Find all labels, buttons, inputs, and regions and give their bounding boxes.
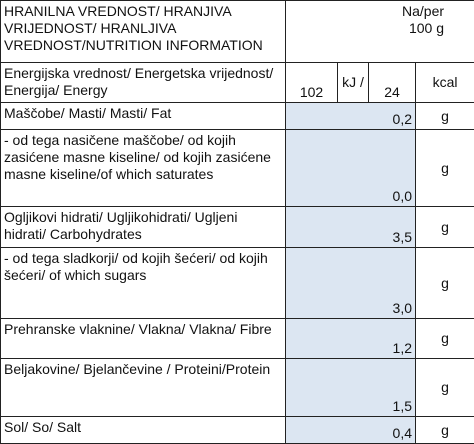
energy-kcal-value: 24 — [369, 63, 416, 103]
nutrient-label: - od tega nasičene maščobe/ od kojih zasićene masne kiseline/ od kojih zasićene masne kiseline/of which saturates — [1, 130, 286, 207]
nutrient-unit: g — [416, 417, 474, 444]
table-row — [1, 319, 474, 359]
energy-label: Energijska vrednost/ Energetska vrijednost/ Energija/ Energy — [1, 63, 286, 103]
table-title: HRANILNA VREDNOST/ HRANJIVA VRIJEDNOST/ HRANLJIVA VREDNOST/NUTRITION INFORMATION — [1, 1, 286, 63]
nutrient-value: 0,0 — [286, 130, 416, 207]
nutrient-value: 0,4 — [286, 417, 416, 444]
nutrient-value: 1,5 — [286, 359, 416, 417]
energy-row — [1, 63, 474, 103]
energy-kcal-unit: kcal — [416, 63, 474, 103]
table-row — [1, 248, 474, 319]
energy-kj-value: 102 — [286, 63, 338, 103]
table-row — [1, 417, 474, 444]
table-row — [1, 130, 474, 207]
nutrient-value: 3,5 — [286, 207, 416, 248]
nutrient-label: Prehranske vlaknine/ Vlakna/ Vlakna/ Fibre — [1, 319, 286, 359]
nutrient-unit: g — [416, 207, 474, 248]
nutrient-unit: g — [416, 248, 474, 319]
per-100g-header — [286, 1, 474, 63]
nutrient-unit: g — [416, 103, 474, 130]
table-row — [1, 359, 474, 417]
nutrient-label: Ogljikovi hidrati/ Ugljikohidrati/ Ugljeni hidrati/ Carbohydrates — [1, 207, 286, 248]
energy-kj-unit: kJ / — [338, 63, 369, 103]
nutrient-unit: g — [416, 359, 474, 417]
per-amount: 100 g — [289, 20, 444, 37]
nutrient-label: Beljakovine/ Bjelančevine / Proteini/Protein — [1, 359, 286, 417]
nutrient-value: 0,2 — [286, 103, 416, 130]
table-row — [1, 103, 474, 130]
nutrient-label: - od tega sladkorji/ od kojih šećeri/ od kojih šećeri/ of which sugars — [1, 248, 286, 319]
table-row — [1, 207, 474, 248]
nutrient-unit: g — [416, 319, 474, 359]
nutrient-label: Maščobe/ Masti/ Masti/ Fat — [1, 103, 286, 130]
nutrient-value: 1,2 — [286, 319, 416, 359]
nutrient-unit: g — [416, 130, 474, 207]
nutrient-value: 3,0 — [286, 248, 416, 319]
header-row — [1, 1, 474, 63]
nutrient-label: Sol/ So/ Salt — [1, 417, 286, 444]
per-label: Na/per — [289, 3, 444, 20]
